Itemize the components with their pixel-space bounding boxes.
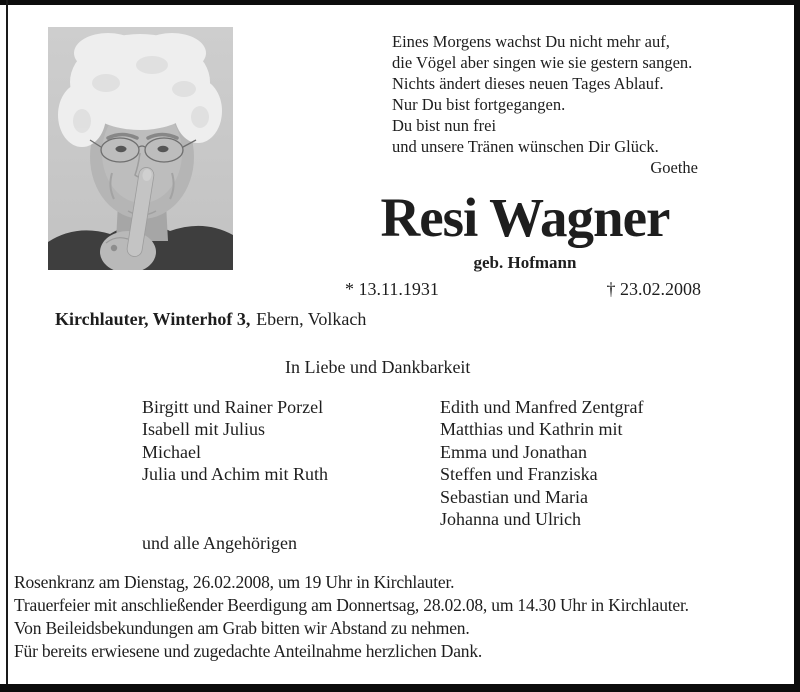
funeral-announcements xyxy=(14,571,689,663)
poem-line: Du bist nun frei xyxy=(392,116,497,135)
deceased-name-block xyxy=(335,187,715,273)
death-date: † 23.02.2008 xyxy=(606,279,701,299)
poem-line: Nur Du bist fortgegangen. xyxy=(392,95,566,114)
mourner-name: Emma und Jonathan xyxy=(440,441,587,462)
announcement-line: Rosenkranz am Dienstag, 26.02.2008, um 19 Uhr in Kirchlauter. xyxy=(14,572,455,592)
mourner-name: Matthias und Kathrin mit xyxy=(440,419,623,440)
birth-date: * 13.11.1931 xyxy=(345,279,439,299)
maiden-name: geb. Hofmann xyxy=(473,253,577,272)
portrait-photo xyxy=(48,27,233,270)
mourner-name: Isabell mit Julius xyxy=(142,419,265,440)
mourners-right-column xyxy=(440,396,643,530)
mourners-footer: und alle Angehörigen xyxy=(142,533,297,553)
mourner-name: Michael xyxy=(142,441,201,462)
frame-left-border xyxy=(6,0,8,692)
residence-places: Ebern, Volkach xyxy=(256,309,367,329)
announcement-line: Von Beileidsbekundungen am Grab bitten wir Abstand zu nehmen. xyxy=(14,618,470,638)
mourner-name: Sebastian und Maria xyxy=(440,486,588,507)
mourner-name: Steffen und Franziska xyxy=(440,464,598,485)
poem-line: die Vögel aber singen wie sie gestern sangen. xyxy=(392,53,693,72)
residence-line xyxy=(55,309,366,330)
poem-attribution: Goethe xyxy=(650,158,698,177)
deceased-name: Resi Wagner xyxy=(380,187,670,248)
residence-address: Kirchlauter, Winterhof 3, xyxy=(55,309,251,329)
announcement-line: Für bereits erwiesene und zugedachte Anteilnahme herzlichen Dank. xyxy=(14,641,483,661)
life-dates xyxy=(345,279,701,300)
frame-bottom-border xyxy=(0,684,800,692)
memorial-poem xyxy=(392,31,722,178)
mourner-name: Johanna und Ulrich xyxy=(440,509,581,530)
mourners-left-column xyxy=(142,396,328,486)
tribute-line: In Liebe und Dankbarkeit xyxy=(285,357,471,377)
poem-line: Eines Morgens wachst Du nicht mehr auf, xyxy=(392,32,670,51)
announcement-line: Trauerfeier mit anschließender Beerdigung am Donnertsag, 28.02.08, um 14.30 Uhr in Kirchlauter. xyxy=(14,595,689,615)
poem-line: Nichts ändert dieses neuen Tages Ablauf. xyxy=(392,74,664,93)
portrait-illustration xyxy=(48,27,233,270)
mourner-name: Birgitt und Rainer Porzel xyxy=(142,397,324,417)
mourner-name: Julia und Achim mit Ruth xyxy=(142,464,329,485)
frame-top-border xyxy=(0,0,800,5)
poem-line: und unsere Tränen wünschen Dir Glück. xyxy=(392,137,659,156)
frame-right-border xyxy=(794,0,800,692)
mourner-name: Edith und Manfred Zentgraf xyxy=(440,397,644,417)
